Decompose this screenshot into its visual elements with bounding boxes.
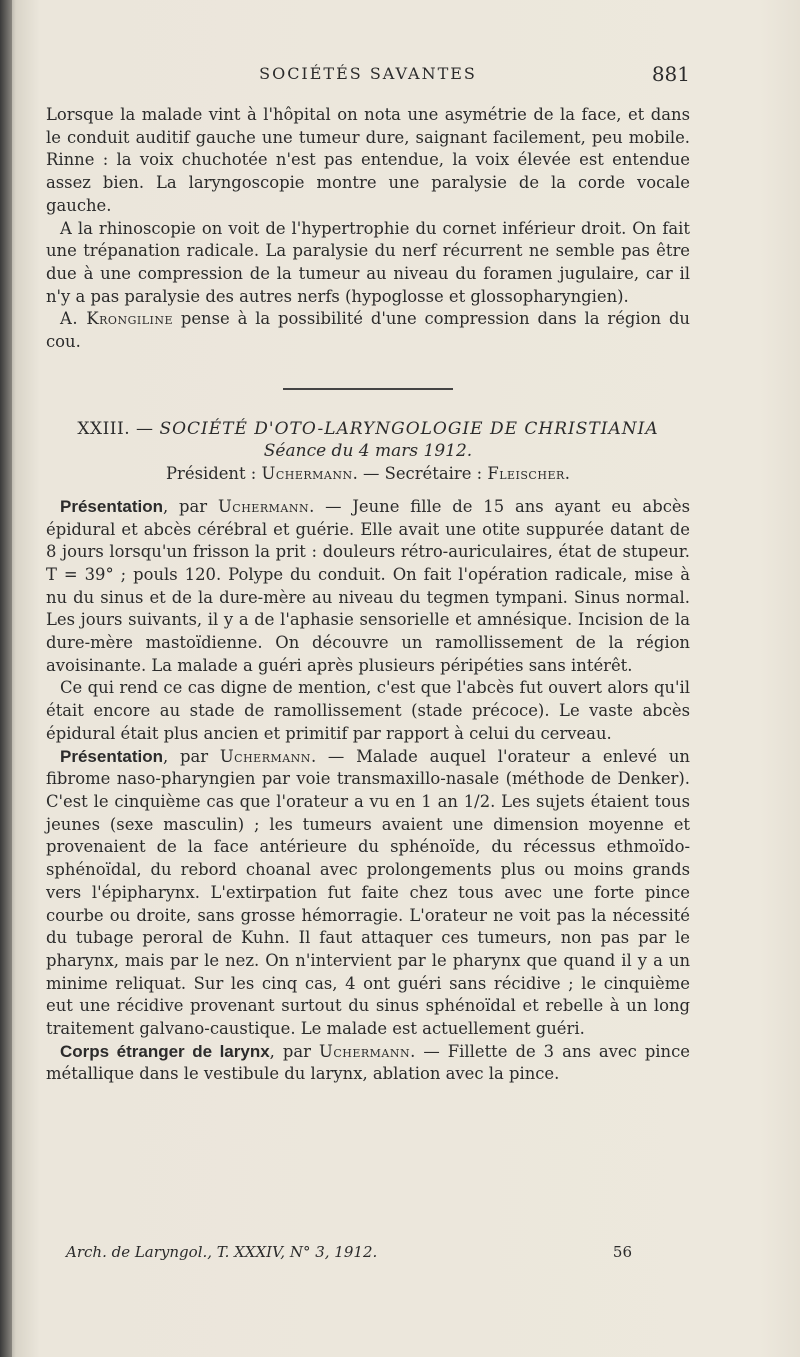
society-heading <box>46 418 690 441</box>
item-3-by: , par <box>269 1041 320 1061</box>
section-divider <box>283 388 453 390</box>
paragraph-2: A la rhinoscopie on voit de l'hypertrophie du cornet inférieur droit. On fait une trépanation radicale. La paralysie du nerf récurrent ne semble pas être due à une compression de la tumeur au niveau du foramen jugulaire, car il n'y a pas paralysie des autres nerfs (hypoglosse et glossopharyngien). <box>46 218 690 306</box>
item-2-text: . — Malade auquel l'orateur a enlevé un fibrome naso-pharyngien par voie transmaxillo-nasale (méthode de Denker). C'est le cinquième cas que l'orateur a vu en 1 an 1/2. Les sujets étaient tous jeunes (sexe masculin) ; les tumeurs avaient une dimension moyenne et provenaient de la face antérieure du sphénoïde, du récessus ethmoïdo-sphénoïdal, du rebord choanal avec prolongements plus ou moins grands vers l'épipharynx. L'extirpation fut faite chez tous avec une forte pince courbe ou droite, sans grosse hémorragie. L'orateur ne voit pas la nécessité du tubage peroral de Kuhn. Il faut attaquer ces tumeurs, non pas par le pharynx, mais par le nez. On n'intervient par le pharynx que quand il y a un minime reliquat. Sur les cinq cas, 4 ont guéri sans récidive ; le cinquième eut une récidive provenant surtout du sinus sphénoïdal et rebelle à un long traitement galvano-caustique. Le malade est actuellement guéri. <box>46 746 690 1039</box>
item-1-continuation: Ce qui rend ce cas digne de mention, c'est que l'abcès fut ouvert alors qu'il était encore au stade de ramollissement (stade précoce). Le vaste abcès épidural était plus ancien et primitif par rapport à celui du cerveau. <box>46 678 690 743</box>
signature-mark: 56 <box>612 1243 632 1261</box>
president-name: Uchermann <box>261 464 353 484</box>
paragraph-3-text: pense à la possibilité d'une compression dans la région du cou. <box>46 309 690 352</box>
item-2-author: Uchermann <box>219 746 311 766</box>
paragraph-1: Lorsque la malade vint à l'hôpital on nota une asymétrie de la face, et dans le conduit auditif gauche une tumeur dure, saignant facilement, peu mobile. Rinne : la voix chuchotée n'est pas entendue, la voix élevée est entendue assez bien. La laryngoscopie montre une paralysie de la corde vocale gauche. <box>46 105 690 215</box>
item-1 <box>46 496 690 678</box>
item-3 <box>46 1041 690 1086</box>
item-3-heading: Corps étranger de larynx <box>60 1041 270 1061</box>
item-1-by: , par <box>162 496 218 516</box>
item-3-author: Uchermann <box>319 1041 411 1061</box>
session-date: Séance du 4 mars 1912. <box>263 441 473 462</box>
book-spine-shadow <box>0 0 12 1357</box>
officers-line <box>46 463 690 486</box>
page-header <box>46 62 690 88</box>
item-1-text: . — Jeune fille de 15 ans ayant eu abcès épidural et abcès cérébral et guérie. Elle avait une otite suppurée datant de 8 jours lorsqu'un frisson la prit : douleurs rétro-auriculaires, état de stupeur. T = 39° ; pouls 120. Polype du conduit. On fait l'opération radicale, mise à nu du sinus et de la dure-mère au niveau du tegmen tympani. Sinus normal. Les jours suivants, il y a de l'aphasie sensorielle et amnésique. Incision de la dure-mère mastoïdienne. On découvre un ramollissement de la région avoisinante. La malade a guéri après plusieurs péripéties sans intérêt. <box>46 496 690 675</box>
secretary-name: Fleischer <box>487 464 565 484</box>
item-2-heading: Présentation <box>60 746 163 766</box>
item-1-author: Uchermann <box>217 496 310 516</box>
president-label: Président : <box>166 464 262 484</box>
officers-end: . <box>564 464 570 484</box>
item-3-text: . — Fillette de 3 ans avec pince métallique dans le vestibule du larynx, ablation avec la pince. <box>46 1041 690 1084</box>
journal-reference: Arch. de Laryngol., T. XXXIV, N° 3, 1912. <box>66 1243 378 1261</box>
section-number: XXIII. — <box>77 418 160 439</box>
item-1-heading: Présentation <box>60 496 163 516</box>
running-title: SOCIÉTÉS SAVANTES <box>259 64 477 83</box>
item-2-by: , par <box>162 746 220 766</box>
society-name: SOCIÉTÉ D'OTO-LARYNGOLOGIE DE CHRISTIANIA <box>159 418 659 439</box>
paragraph-3 <box>46 308 690 353</box>
item-2 <box>46 746 690 1041</box>
page-number: 881 <box>651 62 690 86</box>
body-text <box>46 104 690 1086</box>
secretary-label: . — Secrétaire : <box>352 464 488 484</box>
author-name: A. Krongiline <box>60 309 174 329</box>
